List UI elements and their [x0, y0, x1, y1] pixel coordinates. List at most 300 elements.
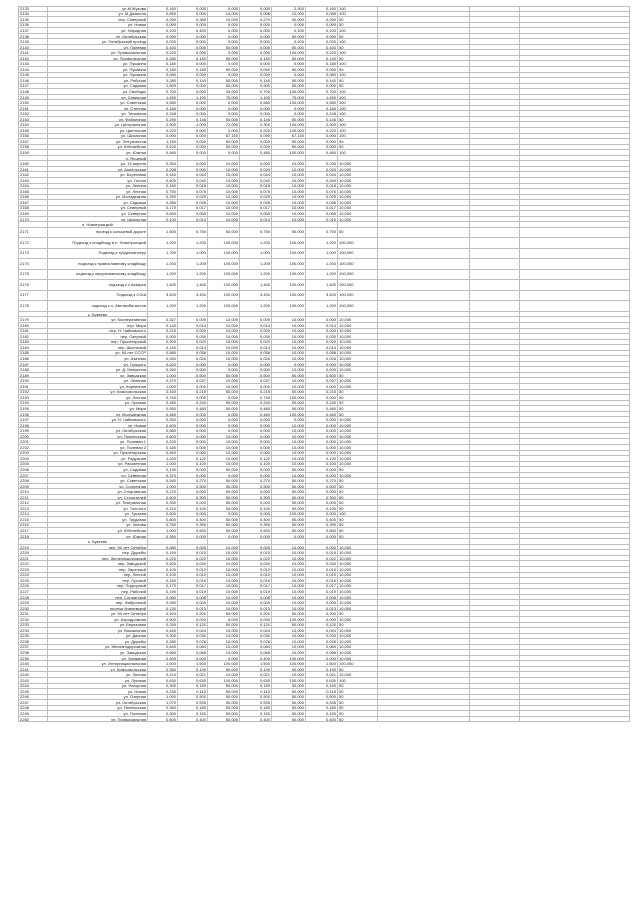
table-cell — [470, 73, 520, 78]
table-cell: Подъезд к СОШ — [48, 291, 148, 301]
table-cell: 0,000 — [240, 50, 272, 55]
table-cell: 0,500 — [240, 528, 272, 533]
table-cell — [178, 222, 208, 227]
table-cell: 100,000 — [272, 291, 306, 301]
table-cell: 0,000 — [306, 145, 338, 150]
table-cell: 0,540 — [148, 478, 178, 483]
table-cell: 0,000 — [178, 106, 208, 111]
table-cell: 100,000 — [338, 301, 378, 311]
table-cell: ул. Северная — [48, 95, 148, 100]
table-cell: 2198 — [18, 423, 48, 428]
table-cell: 0,440 — [148, 172, 178, 177]
table-cell: 0,000 — [178, 412, 208, 417]
table-cell: 50 — [338, 117, 378, 122]
table-cell: 50 — [338, 67, 378, 72]
table-cell: 10,000 — [208, 639, 240, 644]
table-cell — [520, 317, 630, 322]
table-cell: 2202 — [18, 445, 48, 450]
table-cell — [378, 23, 470, 28]
table-cell: 0,000 — [178, 534, 208, 539]
table-cell: 0,000 — [178, 161, 208, 166]
table-cell: 2201 — [18, 439, 48, 444]
table-row — [18, 291, 630, 302]
table-cell: 0,000 — [208, 128, 240, 133]
table-cell: 10,000 — [272, 589, 306, 594]
table-cell — [470, 161, 520, 166]
table-cell: 0,000 — [178, 12, 208, 17]
table-cell: 10,000 — [338, 329, 378, 334]
table-cell: 50,000 — [208, 717, 240, 722]
table-cell: 50,000 — [208, 406, 240, 411]
table-cell: 0,380 — [148, 667, 178, 672]
table-cell: 2171 — [18, 228, 48, 238]
table-cell — [470, 595, 520, 600]
table-cell: 1,400 — [240, 280, 272, 290]
table-cell: 10,000 — [338, 200, 378, 205]
table-cell: 2141 — [18, 50, 48, 55]
table-cell — [470, 117, 520, 122]
table-cell: ул. Пушкина — [48, 61, 148, 66]
table-cell — [378, 500, 470, 505]
table-cell: 50,000 — [208, 117, 240, 122]
table-cell: 0,000 — [178, 423, 208, 428]
table-cell: 0,150 — [306, 684, 338, 689]
table-cell: 10,000 — [208, 456, 240, 461]
table-cell — [470, 334, 520, 339]
table-cell: 0,160 — [306, 7, 338, 11]
table-cell: 50,000 — [208, 706, 240, 711]
table-cell: 1,500 — [148, 228, 178, 238]
table-cell: 0,215 — [178, 390, 208, 395]
table-cell: ул. Садовая — [48, 84, 148, 89]
table-cell: 10,000 — [208, 211, 240, 216]
table-cell: 10,000 — [272, 378, 306, 383]
table-cell — [520, 61, 630, 66]
table-cell: 0,040 — [240, 561, 272, 566]
table-cell: ул. Озерная — [48, 695, 148, 700]
table-cell: ул. Береговая — [48, 172, 148, 177]
table-cell: 10,000 — [208, 378, 240, 383]
table-cell: 0,000 — [178, 500, 208, 505]
table-cell: 2232 — [18, 617, 48, 622]
table-cell — [520, 184, 630, 189]
table-cell: 1,200 — [148, 259, 178, 269]
table-cell: 100,000 — [208, 259, 240, 269]
table-cell: 0,030 — [240, 334, 272, 339]
table-cell: ул. Н. Чайковского — [48, 417, 148, 422]
table-cell: 50,000 — [208, 45, 240, 50]
table-cell: 100,000 — [208, 238, 240, 248]
table-cell: ул. Профсоюзная — [48, 56, 148, 61]
table-cell: 0,120 — [306, 456, 338, 461]
table-cell: пер. Подгорный — [48, 584, 148, 589]
table-cell — [520, 700, 630, 705]
table-cell: 1,500 — [178, 661, 208, 666]
table-cell — [470, 695, 520, 700]
table-cell — [520, 595, 630, 600]
table-cell: 0,010 — [178, 217, 208, 222]
table-cell: 50,000 — [272, 700, 306, 705]
table-cell: 10,000 — [338, 423, 378, 428]
table-cell: ул. Нагорная — [48, 684, 148, 689]
table-cell: 0,084 — [306, 645, 338, 650]
table-cell — [520, 417, 630, 422]
table-cell — [520, 178, 630, 183]
table-cell: 0,000 — [240, 61, 272, 66]
table-cell — [378, 50, 470, 55]
table-cell: 2228 — [18, 595, 48, 600]
table-cell: 0,000 — [178, 7, 208, 11]
table-cell: 0,100 — [148, 573, 178, 578]
table-cell: 0,090 — [306, 34, 338, 39]
table-cell: 0,330 — [148, 500, 178, 505]
table-cell: 10,000 — [338, 595, 378, 600]
table-cell: 2134 — [18, 12, 48, 17]
table-cell: 10,000 — [272, 428, 306, 433]
table-cell: 10,000 — [338, 656, 378, 661]
table-cell: 2133 — [18, 7, 48, 11]
table-cell — [378, 478, 470, 483]
table-cell — [520, 150, 630, 155]
table-cell: 0,000 — [178, 73, 208, 78]
table-cell: ул. Пролетарская — [48, 451, 148, 456]
table-cell — [148, 156, 178, 161]
table-cell — [470, 539, 520, 544]
table-cell — [470, 667, 520, 672]
table-cell — [470, 634, 520, 639]
table-cell: 10,000 — [208, 189, 240, 194]
table-cell: 0,080 — [148, 595, 178, 600]
table-cell: 10,000 — [338, 628, 378, 633]
table-cell — [520, 523, 630, 528]
table-cell: 10,000 — [272, 334, 306, 339]
table-cell: ул. Октябрьская — [48, 700, 148, 705]
table-cell: 0,015 — [178, 550, 208, 555]
table-cell: пер. Заречный — [48, 567, 148, 572]
table-cell — [378, 556, 470, 561]
table-cell: 0,250 — [148, 195, 178, 200]
table-cell: 10,000 — [338, 645, 378, 650]
table-cell: 0,140 — [306, 56, 338, 61]
table-cell: ул. Полевая — [48, 45, 148, 50]
table-cell: 2170 — [18, 217, 48, 222]
table-row — [18, 270, 630, 281]
table-cell: 0,000 — [178, 139, 208, 144]
table-row — [18, 259, 630, 270]
table-cell: 50 — [338, 534, 378, 539]
table-cell — [520, 56, 630, 61]
table-cell: 0,190 — [148, 467, 178, 472]
table-cell: 0,058 — [306, 351, 338, 356]
table-cell: 0,010 — [306, 217, 338, 222]
table-cell: 2173 — [18, 249, 48, 259]
table-cell: 10,000 — [338, 606, 378, 611]
table-cell — [470, 661, 520, 666]
table-cell — [470, 106, 520, 111]
table-cell: ул. Октябрьская — [48, 428, 148, 433]
table-cell: 0,000 — [208, 534, 240, 539]
table-cell: 0,028 — [178, 639, 208, 644]
table-cell — [470, 249, 520, 259]
table-cell — [470, 291, 520, 301]
table-cell: ул. Садовая — [48, 200, 148, 205]
table-cell — [378, 280, 470, 290]
table-cell — [520, 67, 630, 72]
table-cell: 0,000 — [208, 28, 240, 33]
table-cell: 0,180 — [240, 706, 272, 711]
table-cell — [470, 23, 520, 28]
table-cell: 2187 — [18, 362, 48, 367]
table-cell — [470, 50, 520, 55]
table-cell — [520, 406, 630, 411]
table-cell: 50 — [338, 500, 378, 505]
table-cell: 2224 — [18, 573, 48, 578]
table-cell: 2182 — [18, 334, 48, 339]
table-cell: 0,500 — [306, 528, 338, 533]
table-cell: 2197 — [18, 417, 48, 422]
table-cell — [378, 45, 470, 50]
table-cell: 0,000 — [178, 445, 208, 450]
table-cell: 0,000 — [240, 161, 272, 166]
table-cell — [470, 189, 520, 194]
table-cell — [520, 412, 630, 417]
table-cell: 50 — [338, 700, 378, 705]
table-cell: 100,000 — [338, 270, 378, 280]
table-cell: 0,008 — [240, 595, 272, 600]
table-cell: 10,000 — [208, 628, 240, 633]
table-cell: 0,000 — [240, 317, 272, 322]
table-cell: 0,600 — [148, 434, 178, 439]
table-cell: 0,000 — [306, 534, 338, 539]
table-cell: 10,000 — [208, 329, 240, 334]
table-cell: 10,000 — [208, 578, 240, 583]
table-cell — [520, 222, 630, 227]
table-cell: 50,000 — [272, 228, 306, 238]
table-cell — [520, 478, 630, 483]
table-cell: 1,000 — [178, 249, 208, 259]
table-cell: 2240 — [18, 661, 48, 666]
table-cell: 0,035 — [306, 161, 338, 166]
table-cell — [520, 200, 630, 205]
table-cell: 0,840 — [148, 645, 178, 650]
table-cell — [520, 195, 630, 200]
table-cell: 10,000 — [272, 217, 306, 222]
table-cell — [520, 434, 630, 439]
table-cell — [378, 259, 470, 269]
table-cell: 2203 — [18, 451, 48, 456]
table-cell — [378, 34, 470, 39]
table-cell: 0,140 — [240, 78, 272, 83]
table-cell — [470, 600, 520, 605]
table-cell: 0,280 — [148, 78, 178, 83]
table-cell: 50 — [338, 45, 378, 50]
table-cell: 50 — [338, 145, 378, 150]
table-cell: 100 — [338, 106, 378, 111]
table-cell — [378, 122, 470, 127]
table-cell: 10,000 — [338, 617, 378, 622]
table-cell — [520, 645, 630, 650]
table-cell — [520, 356, 630, 361]
table-cell — [470, 259, 520, 269]
table-cell: 0,400 — [240, 517, 272, 522]
table-cell: 0,000 — [272, 417, 306, 422]
table-cell: 100 — [338, 678, 378, 683]
table-cell — [378, 270, 470, 280]
table-cell: 1,700 — [148, 249, 178, 259]
table-cell — [470, 395, 520, 400]
table-cell — [470, 111, 520, 116]
table-cell: 50,000 — [272, 478, 306, 483]
table-cell: 0,580 — [306, 100, 338, 105]
table-cell: 10,000 — [272, 473, 306, 478]
table-cell: 0,327 — [148, 317, 178, 322]
table-cell: 0,390 — [306, 523, 338, 528]
table-cell: 0,100 — [240, 506, 272, 511]
table-cell: 50,000 — [272, 523, 306, 528]
table-cell: 0,000 — [306, 489, 338, 494]
table-cell: 0,360 — [178, 17, 208, 22]
table-cell: ул. Школьная — [48, 217, 148, 222]
table-cell — [378, 656, 470, 661]
table-cell: 0,044 — [306, 628, 338, 633]
table-cell: ул. Аэродромная — [48, 617, 148, 622]
table-cell: 10,000 — [208, 356, 240, 361]
table-cell: 0,900 — [148, 617, 178, 622]
table-cell: 0,025 — [178, 195, 208, 200]
table-cell: ул. Западная — [48, 656, 148, 661]
table-cell: 50,000 — [208, 67, 240, 72]
table-cell: 0,400 — [148, 656, 178, 661]
table-cell: 0,000 — [178, 128, 208, 133]
table-cell: 0,500 — [306, 373, 338, 378]
table-cell: 0,000 — [208, 412, 240, 417]
table-cell — [470, 700, 520, 705]
table-cell: 50,000 — [208, 56, 240, 61]
table-cell: 2164 — [18, 184, 48, 189]
table-cell — [470, 500, 520, 505]
table-cell — [378, 178, 470, 183]
table-cell: 50 — [338, 711, 378, 716]
table-cell: 0,020 — [148, 39, 178, 44]
table-cell: 1,200 — [178, 301, 208, 311]
table-cell: 50,000 — [208, 478, 240, 483]
table-cell: 100 — [338, 150, 378, 155]
table-cell: 10,000 — [338, 451, 378, 456]
table-cell: 0,390 — [178, 523, 208, 528]
table-cell: 100 — [338, 111, 378, 116]
table-cell: 2194 — [18, 401, 48, 406]
table-cell — [470, 545, 520, 550]
table-cell: ул. Луговая — [48, 678, 148, 683]
table-cell: ул. Заводская — [48, 650, 148, 655]
table-cell: 50 — [338, 228, 378, 238]
table-cell: 2167 — [18, 200, 48, 205]
table-cell: 10,000 — [208, 584, 240, 589]
table-cell: 2230 — [18, 606, 48, 611]
table-cell: 0,000 — [178, 111, 208, 116]
table-cell: 10,000 — [272, 178, 306, 183]
table-cell: 0,000 — [208, 111, 240, 116]
table-cell: 0,000 — [306, 139, 338, 144]
table-cell: 2245 — [18, 689, 48, 694]
table-cell: 0,017 — [306, 584, 338, 589]
table-cell: 2148 — [18, 89, 48, 94]
table-cell — [520, 445, 630, 450]
table-cell: ул. Тукаева — [48, 512, 148, 517]
table-cell — [378, 89, 470, 94]
table-cell: проезд к кольцевой дороге — [48, 228, 148, 238]
table-cell — [520, 567, 630, 572]
table-cell: 2248 — [18, 706, 48, 711]
table-cell — [378, 189, 470, 194]
table-cell: ул. Луговая — [48, 401, 148, 406]
table-cell: 0,145 — [240, 117, 272, 122]
table-cell: 10,000 — [272, 550, 306, 555]
table-cell: 2208 — [18, 478, 48, 483]
table-cell — [520, 489, 630, 494]
table-cell: 10,000 — [272, 600, 306, 605]
table-cell: 2185 — [18, 351, 48, 356]
table-cell: 2241 — [18, 667, 48, 672]
table-cell: 10,000 — [272, 206, 306, 211]
table-cell — [378, 200, 470, 205]
table-cell: 1,000 — [306, 249, 338, 259]
table-cell — [520, 500, 630, 505]
table-cell: 1,450 — [148, 95, 178, 100]
table-cell: 0,200 — [306, 611, 338, 616]
table-cell: 10,000 — [208, 200, 240, 205]
table-cell: ул. Трудовая — [48, 517, 148, 522]
table-cell — [520, 238, 630, 248]
table-cell: 0,900 — [306, 84, 338, 89]
table-cell: 0,000 — [240, 467, 272, 472]
table-cell: 50 — [338, 78, 378, 83]
table-cell: 0,260 — [148, 367, 178, 372]
table-cell — [378, 495, 470, 500]
table-cell: 1,200 — [178, 238, 208, 248]
table-cell: 0,000 — [178, 100, 208, 105]
table-cell: 0,200 — [240, 611, 272, 616]
table-cell: 3,400 — [178, 291, 208, 301]
table-cell: 10,000 — [208, 545, 240, 550]
table-cell — [520, 73, 630, 78]
table-cell: 1,200 — [240, 301, 272, 311]
table-cell: 0,000 — [306, 417, 338, 422]
table-cell — [520, 373, 630, 378]
table-cell: 1,400 — [148, 280, 178, 290]
table-cell: 0,400 — [148, 561, 178, 566]
table-cell — [178, 539, 208, 544]
table-cell: 0,090 — [148, 17, 178, 22]
table-cell: 50 — [338, 467, 378, 472]
table-cell: 0,750 — [178, 228, 208, 238]
table-cell: 3,400 — [306, 291, 338, 301]
table-cell: 10,000 — [208, 567, 240, 572]
table-cell — [378, 222, 470, 227]
table-cell: 0,400 — [240, 656, 272, 661]
table-cell: 1,200 — [306, 270, 338, 280]
table-cell — [18, 156, 48, 161]
table-cell: ул. Комсомольская — [48, 390, 148, 395]
table-cell — [272, 312, 306, 317]
table-cell: 0,000 — [178, 89, 208, 94]
table-cell — [470, 134, 520, 139]
table-cell: 0,600 — [148, 495, 178, 500]
table-cell — [520, 495, 630, 500]
table-cell: 100,000 — [272, 89, 306, 94]
table-cell: 50,000 — [208, 401, 240, 406]
table-cell: 0,026 — [178, 356, 208, 361]
